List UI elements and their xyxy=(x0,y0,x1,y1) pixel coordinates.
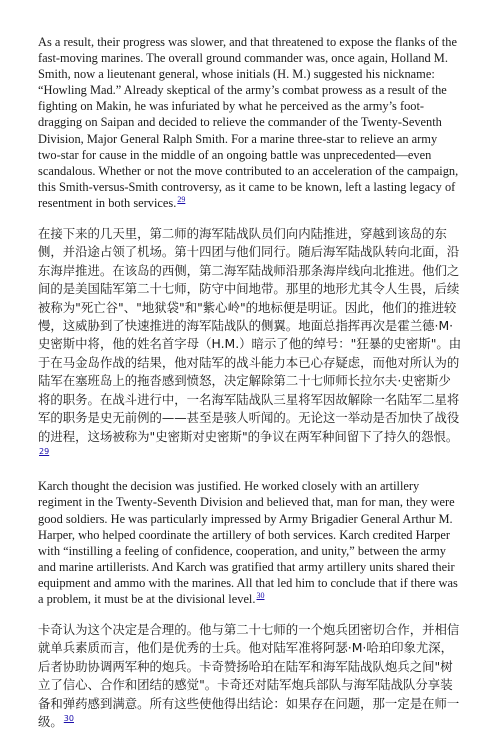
paragraph-english-2 xyxy=(38,478,462,607)
footnote-link[interactable]: 30 xyxy=(63,713,74,723)
paragraph-text: 在接下来的几天里，第二师的海军陆战队员们向内陆推进，穿越到该岛的东侧，并沿途占领了机场。第十四团与他们同行。随后海军陆战队转向北面，沿东海岸推进。在该岛的西侧，第二海军陆战师沿那条海岸线向北推进。他们之间的是美国陆军第二十七师，防守中间地带。那里的地形尤其令人生畏，后续被称为"死亡谷"、"地狱袋"和"紫心岭"的地标便是明证。因此，他们的推进较慢，这威胁到了快速推进的海军陆战队的侧翼。地面总指挥再次是霍兰德·M·史密斯中将，他的姓名首字母（H.M.）暗示了他的绰号："狂暴的史密斯"。由于在马金岛作战的结果，他对陆军的战斗能力本已心存疑虑，而他对所认为的陆军在塞班岛上的拖沓感到愤怒，决定解除第二十七师师长拉尔夫·史密斯少将的职务。在战斗进行中，一名海军陆战队三星将军因故解除一名陆军二星将军的职务是史无前例的——甚至是骇人听闻的。无论这一举动是否加快了战役的进程，这场被称为"史密斯对史密斯"的争议在两军种间留下了持久的怨恨。 xyxy=(38,226,462,444)
paragraph-chinese-1 xyxy=(38,225,462,464)
document-page xyxy=(38,34,462,746)
paragraph-text: 卡奇认为这个决定是合理的。他与第二十七师的一个炮兵团密切合作，并相信就单兵素质而言，他们是优秀的士兵。他对陆军准将阿瑟·M·哈珀印象尤深，后者协助协调两军种的炮兵。卡奇赞扬哈珀在陆军和海军陆战队炮兵之间"树立了信心、合作和团结的感觉"。卡奇还对陆军炮兵部队与海军陆战队分享装备和弹药感到满意。所有这些使他得出结论：如果存在问题，那一定是在师一级。 xyxy=(38,622,460,730)
paragraph-english-1 xyxy=(38,34,462,211)
footnote-link[interactable]: 29 xyxy=(39,446,50,456)
footnote-link[interactable]: 29 xyxy=(177,194,186,204)
footnote-link[interactable]: 30 xyxy=(256,590,265,600)
paragraph-chinese-2 xyxy=(38,621,462,731)
paragraph-text: Karch thought the decision was justified. He worked closely with an artillery regiment in the Twenty-Seventh Division and believed that, man for man, they were good soldiers. He was particularly impressed by Army Brigadier General Arthur M. Harper, who helped coordinate the artillery of both services. Karch credited Harper with “instilling a feeling of confidence, cooperation, and unity,” between the army and marine artillerists. And Karch was gratified that army artillery units shared their equipment and ammo with the marines. All that led him to conclude that if there was a problem, it must be at the divisional level. xyxy=(38,479,458,606)
paragraph-text: As a result, their progress was slower, and that threatened to expose the flanks of the fast-moving marines. The overall ground commander was, once again, Holland M. Smith, now a lieutenant general, whose initials (H. M.) suggested his nickname: “Howling Mad.” Already skeptical of the army’s combat prowess as a result of the fighting on Makin, he was infuriated by what he perceived as the army’s foot-dragging on Saipan and decided to relieve the commander of the Twenty-Seventh Division, Major General Ralph Smith. For a marine three-star to relieve an army two-star for cause in the middle of an ongoing battle was unprecedented—even scandalous. Whether or not the move contributed to an acceleration of the campaign, this Smith-versus-Smith controversy, as it came to be known, left a lasting legacy of resentment in both services. xyxy=(38,35,459,210)
